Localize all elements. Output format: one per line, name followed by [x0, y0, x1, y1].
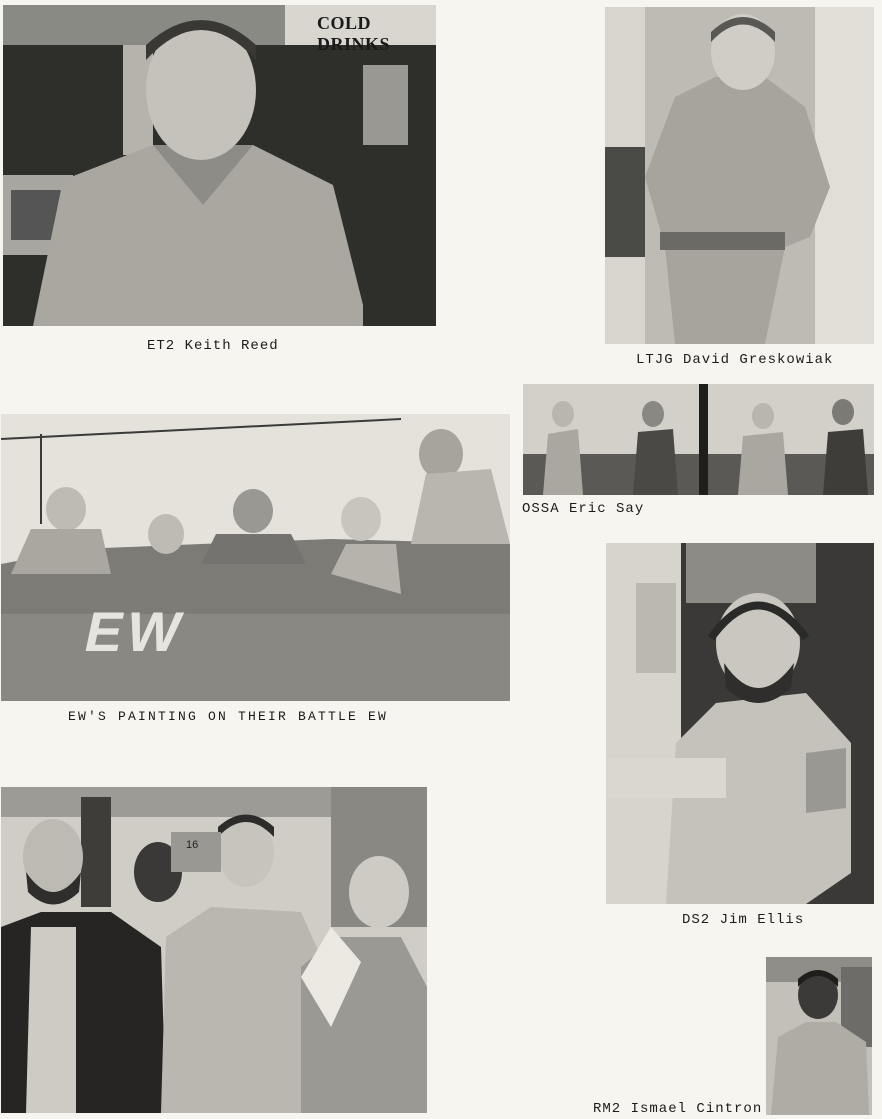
- caption-keith-reed: ET2 Keith Reed: [147, 338, 279, 354]
- photo-keith-reed: [3, 5, 436, 326]
- photo-ew-painting-image: [1, 414, 510, 701]
- caption-ew-painting: EW'S PAINTING ON THEIR BATTLE EW: [68, 709, 389, 724]
- photo-eric-say: [523, 384, 874, 495]
- photo-jim-ellis: [606, 543, 874, 904]
- photo-david-greskowiak: [605, 7, 874, 344]
- hull-ew-letters: EW: [79, 600, 191, 663]
- photo-ismael-cintron: [766, 957, 872, 1115]
- photo-david-greskowiak-image: [605, 7, 874, 344]
- caption-eric-say: OSSA Eric Say: [522, 501, 645, 517]
- photo-ew-painting: [1, 414, 510, 701]
- photo-group: [1, 787, 427, 1113]
- photo-group-image: [1, 787, 427, 1113]
- door-number: 16: [186, 839, 199, 851]
- photo-jim-ellis-image: [606, 543, 874, 904]
- caption-ismael-cintron: RM2 Ismael Cintron: [593, 1101, 763, 1117]
- cold-drinks-sign: COLD DRINKS: [317, 13, 391, 54]
- photo-eric-say-image: [523, 384, 874, 495]
- caption-jim-ellis: DS2 Jim Ellis: [682, 912, 805, 928]
- photo-ismael-cintron-image: [766, 957, 872, 1115]
- caption-david-greskowiak: LTJG David Greskowiak: [636, 352, 834, 368]
